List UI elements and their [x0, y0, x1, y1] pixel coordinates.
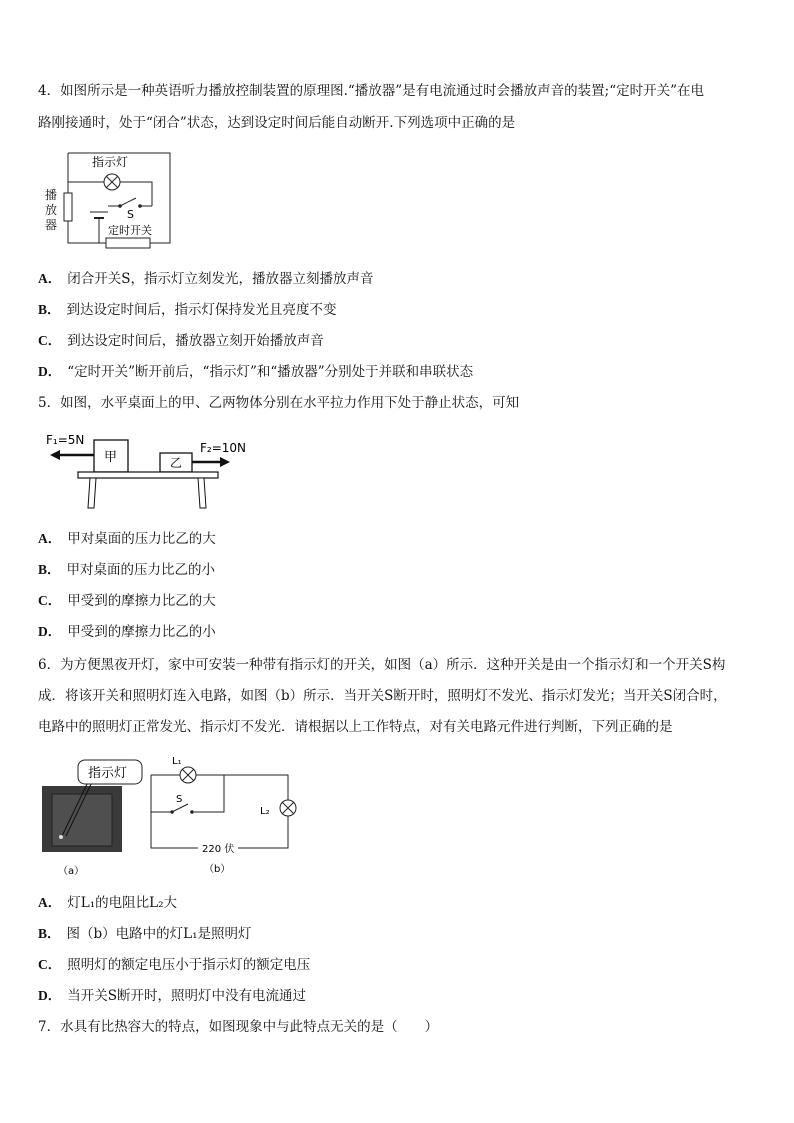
- switch-s-icon: [170, 804, 194, 814]
- table-leg-left: [88, 478, 96, 508]
- q5-block-a-label: 甲: [104, 450, 118, 465]
- q6-voltage-label: 220 伏: [202, 844, 235, 855]
- q6-l2-label: L₂: [260, 806, 270, 817]
- arrow-left-icon: [50, 450, 94, 460]
- q6-option-d: [38, 987, 306, 1005]
- q4-option-b: [38, 301, 337, 319]
- q6-s-label: S: [176, 794, 183, 805]
- q4-timer-label: 定时开关: [108, 224, 152, 237]
- option-text: 灯L₁的电阻比L₂大: [67, 895, 178, 911]
- option-letter: C．: [38, 957, 62, 972]
- option-letter: A．: [38, 531, 62, 546]
- option-text: 甲对桌面的压力比乙的小: [66, 562, 216, 578]
- option-letter: C．: [38, 593, 62, 608]
- option-text: 图（b）电路中的灯L₁是照明灯: [66, 926, 252, 942]
- lamp-l1-icon: [180, 767, 196, 783]
- q5-option-b: [38, 561, 215, 579]
- option-text: 到达设定时间后，播放器立刻开始播放声音: [67, 333, 324, 349]
- option-text: 当开关S断开时，照明灯中没有电流通过: [67, 988, 306, 1004]
- q6-circuit-figure: [146, 752, 306, 880]
- q4-player-label: [44, 188, 58, 233]
- player-resistor-icon: [64, 193, 72, 221]
- option-text: 到达设定时间后，指示灯保持发光且亮度不变: [66, 302, 337, 318]
- q4-option-d: [38, 363, 473, 381]
- lamp-icon: [104, 174, 120, 190]
- table-leg-right: [198, 478, 206, 508]
- q5-option-d: [38, 623, 216, 641]
- player-char-3: 器: [44, 218, 57, 232]
- q5-option-c: [38, 592, 216, 610]
- q5-f2-label: F₂=10N: [200, 441, 247, 455]
- battery-icon: [90, 212, 108, 243]
- option-letter: D．: [38, 624, 62, 639]
- option-letter: D．: [38, 988, 62, 1003]
- q4-option-c: [38, 332, 324, 350]
- q6-option-a: [38, 894, 177, 912]
- option-text: 照明灯的额定电压小于指示灯的额定电压: [67, 957, 311, 973]
- q6-caption-a: （a）: [58, 866, 85, 877]
- q6-switch-photo: [42, 756, 142, 880]
- option-letter: D．: [38, 364, 62, 379]
- q6-stem-line3: 电路中的照明灯正常发光、指示灯不发光．请根据以上工作特点，对有关电路元件进行判断，下列正确的是: [38, 719, 673, 735]
- q5-stem: 5．如图，水平桌面上的甲、乙两物体分别在水平拉力作用下处于静止状态，可知: [38, 395, 520, 411]
- q4-stem-line2: 路刚接通时，处于“闭合”状态，达到设定时间后能自动断开.下列选项中正确的是: [38, 115, 516, 131]
- option-text: 甲受到的摩擦力比乙的大: [67, 593, 216, 609]
- q6-option-c: [38, 956, 310, 974]
- q7-stem: 7．水具有比热容大的特点，如图现象中与此特点无关的是（ ）: [38, 1019, 439, 1035]
- table-top: [78, 472, 218, 478]
- option-letter: B．: [38, 562, 61, 577]
- player-char-2: 放: [44, 203, 57, 217]
- q6-caption-b: （b）: [204, 864, 231, 875]
- lamp-l2-icon: [280, 800, 296, 816]
- arrow-right-icon: [192, 457, 230, 467]
- option-letter: A．: [38, 271, 62, 286]
- q5-option-a: [38, 530, 216, 548]
- player-char-1: 播: [44, 188, 57, 202]
- option-letter: C．: [38, 333, 62, 348]
- q6-stem-line2: 成．将该开关和照明灯连入电路，如图（b）所示．当开关S断开时，照明灯不发光、指示灯发光；当开关S闭合时，: [38, 688, 727, 704]
- option-letter: A．: [38, 895, 62, 910]
- q4-option-a: [38, 270, 374, 288]
- indicator-dot: [59, 835, 63, 839]
- q6-callout-label: 指示灯: [88, 766, 128, 781]
- switch-icon: [108, 198, 152, 208]
- q5-block-b-label: 乙: [170, 456, 183, 470]
- q5-f1-label: F₁=5N: [46, 433, 85, 447]
- q4-stem-line1: 4．如图所示是一种英语听力播放控制装置的原理图.“播放器”是有电流通过时会播放声音的装置;“定时开关”在电: [38, 83, 705, 99]
- q6-option-b: [38, 925, 252, 943]
- q4-circuit-figure: [40, 148, 180, 248]
- q6-stem-line1: 6．为方便黑夜开灯，家中可安装一种带有指示灯的开关，如图（a）所示．这种开关是由一个指示灯和一个开关S构: [38, 657, 726, 673]
- option-letter: B．: [38, 302, 61, 317]
- option-text: “定时开关”断开前后，“指示灯”和“播放器”分别处于并联和串联状态: [67, 364, 474, 380]
- option-text: 闭合开关S，指示灯立刻发光，播放器立刻播放声音: [67, 271, 374, 287]
- option-text: 甲对桌面的压力比乙的大: [67, 531, 216, 547]
- q4-indicator-label: 指示灯: [92, 155, 129, 169]
- q6-l1-label: L₁: [172, 756, 182, 767]
- option-letter: B．: [38, 926, 61, 941]
- q4-switch-label: S: [127, 208, 134, 221]
- timer-switch-icon: [106, 238, 150, 248]
- option-text: 甲受到的摩擦力比乙的小: [67, 624, 216, 640]
- q5-table-figure: [44, 428, 247, 512]
